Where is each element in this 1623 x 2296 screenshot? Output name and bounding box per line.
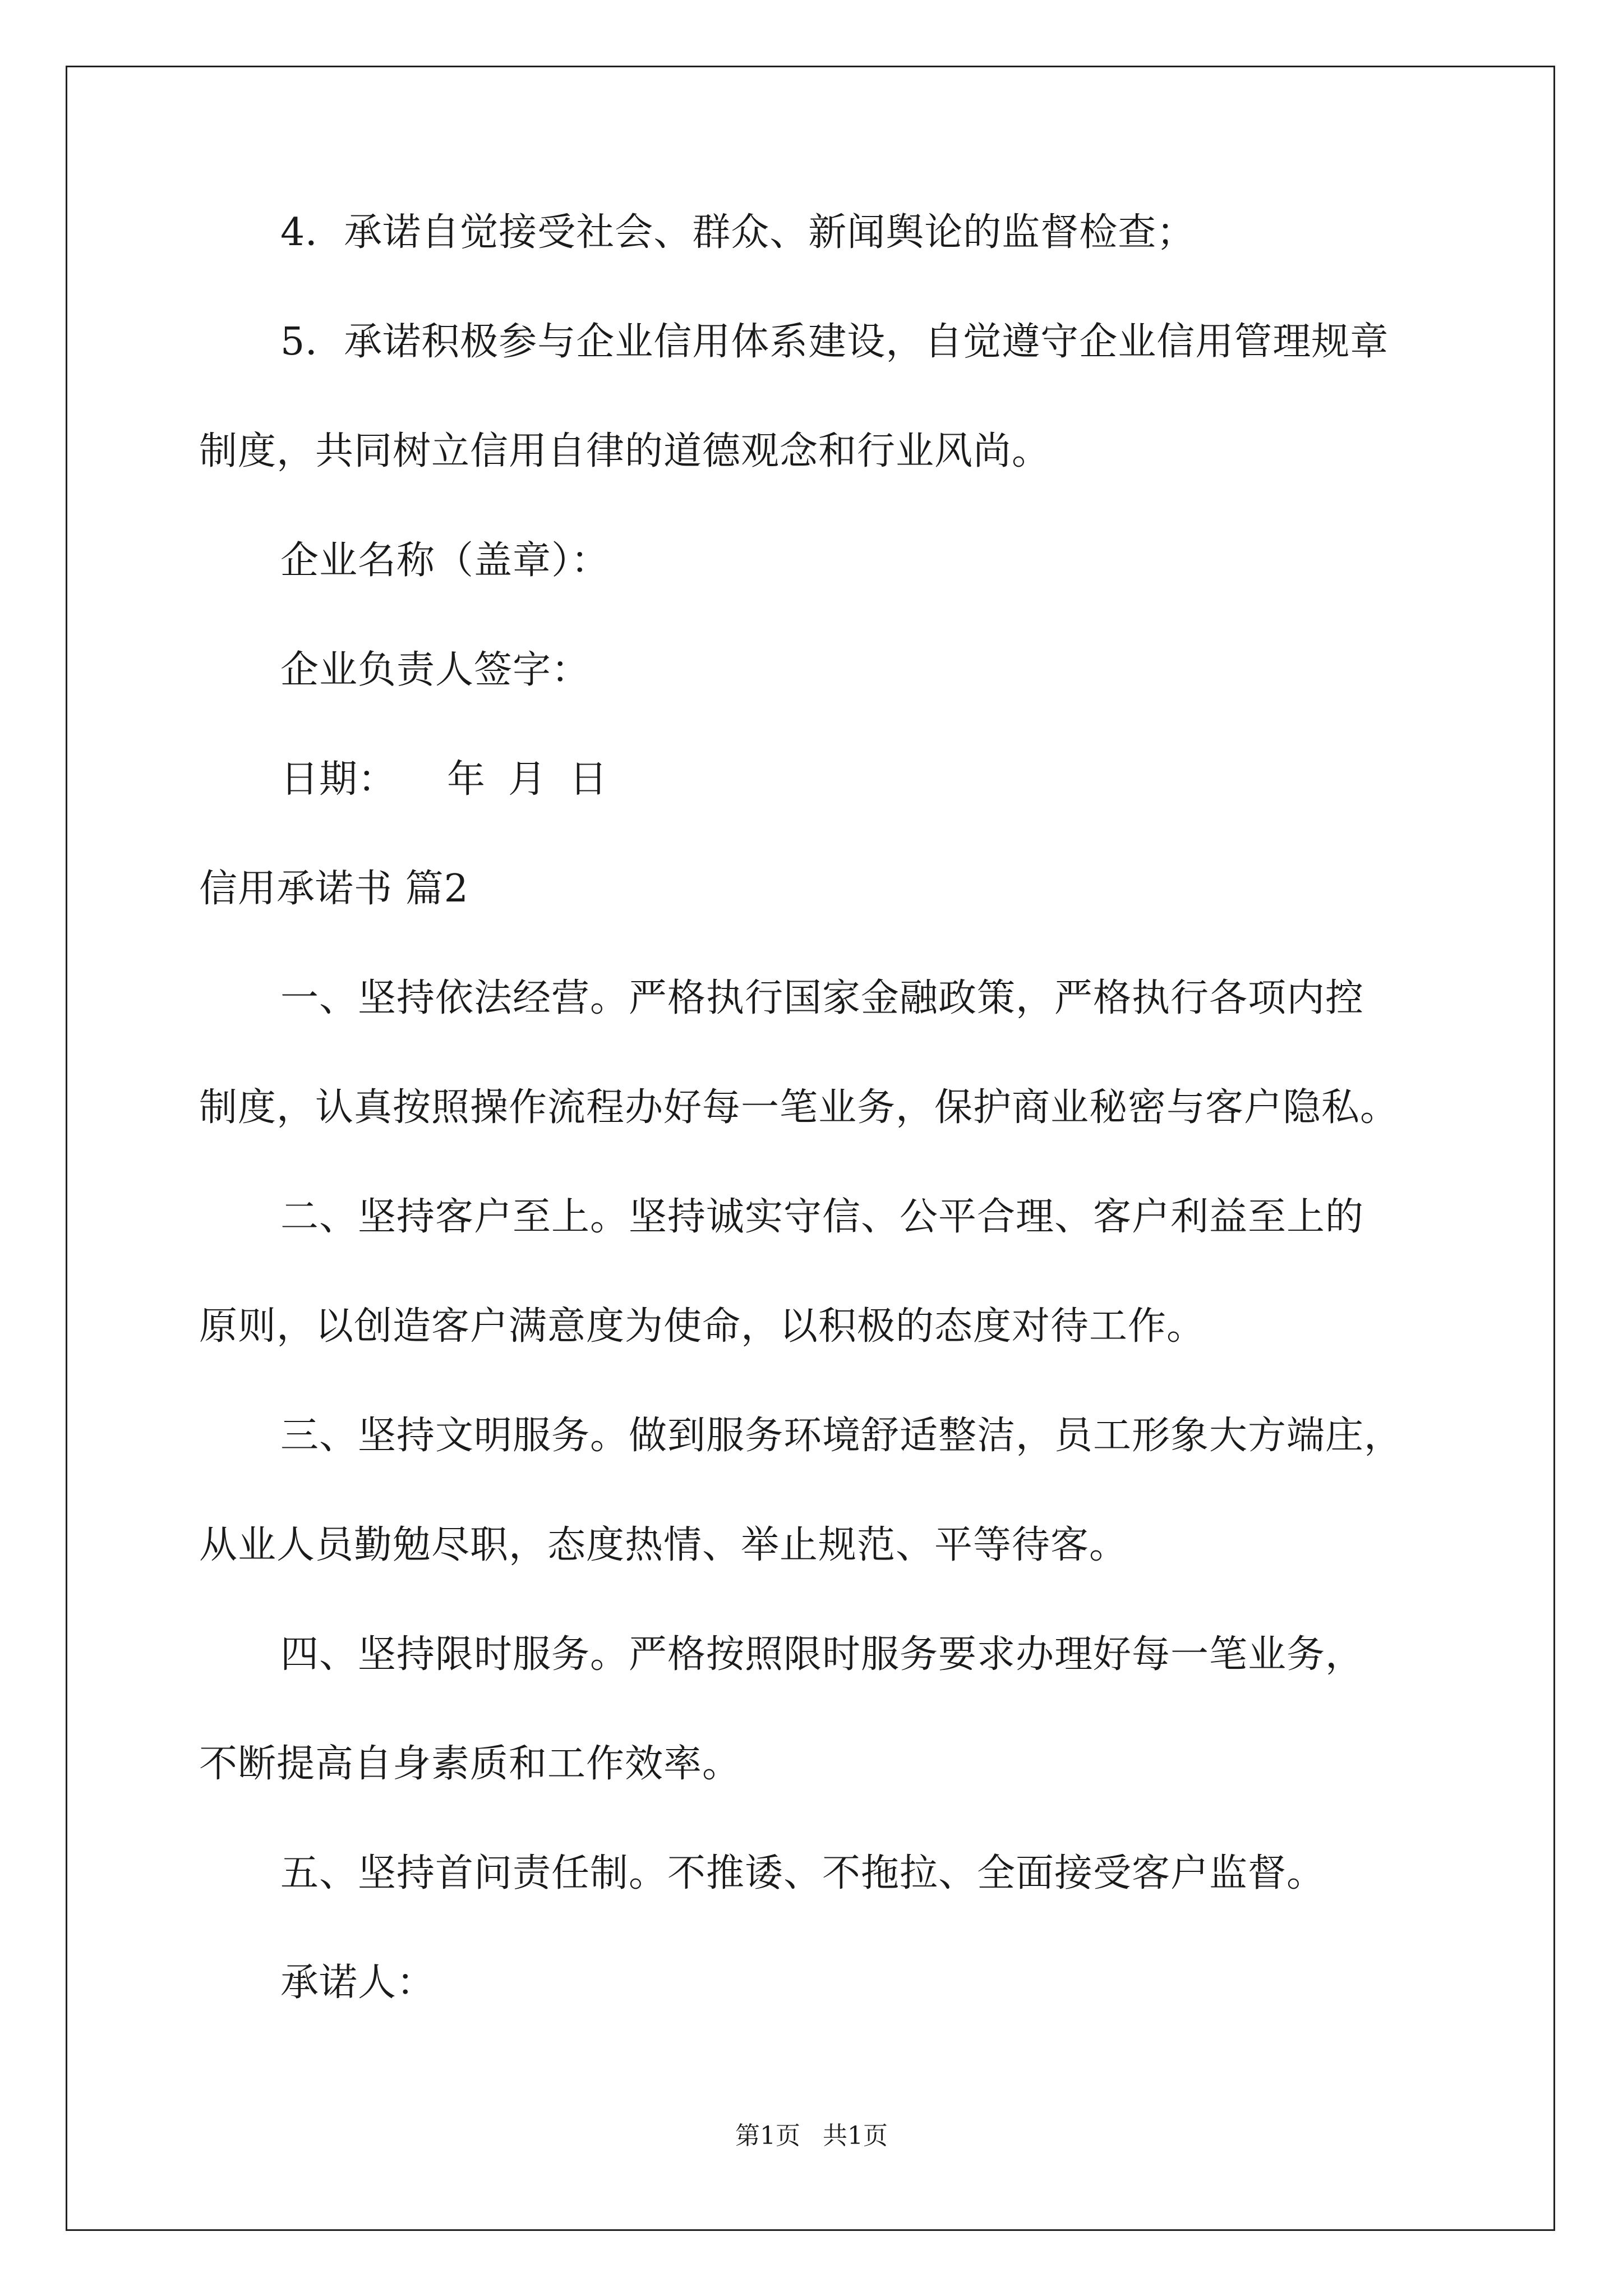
date-month: 月 [508, 757, 547, 802]
paragraph-line: 一、坚持依法经营。严格执行国家金融政策，严格执行各项内控 [280, 976, 1364, 1020]
page-number-total: 共1页 [823, 2122, 888, 2150]
paragraph-line: 不断提高自身素质和工作效率。 [199, 1742, 741, 1786]
paragraph-line: 五、坚持首问责任制。不推诿、不拖拉、全面接受客户监督。 [280, 1851, 1326, 1895]
signature-company-name: 企业名称（盖章）： [280, 539, 610, 583]
signature-promisor: 承诺人： [280, 1961, 436, 2005]
date-day: 日 [569, 757, 608, 802]
page-footer [0, 2119, 1623, 2153]
paragraph-line: 5．承诺积极参与企业信用体系建设，自觉遵守企业信用管理规章 [280, 320, 1389, 364]
paragraph-line: 四、坚持限时服务。严格按照限时服务要求办理好每一笔业务， [280, 1632, 1364, 1677]
page-border [66, 66, 1555, 2231]
paragraph-line: 二、坚持客户至上。坚持诚实守信、公平合理、客户利益至上的 [280, 1195, 1364, 1239]
date-line [199, 754, 608, 805]
paragraph-line: 4．承诺自觉接受社会、群众、新闻舆论的监督检查； [280, 210, 1196, 255]
page-number-current: 第1页 [735, 2122, 800, 2150]
paragraph-line: 原则，以创造客户满意度为使命，以积极的态度对待工作。 [199, 1304, 1206, 1349]
paragraph-line: 三、坚持文明服务。做到服务环境舒适整洁，员工形象大方端庄， [280, 1414, 1403, 1458]
paragraph-line: 制度，共同树立信用自律的道德观念和行业风尚。 [199, 429, 1051, 473]
section-heading: 信用承诺书 篇2 [199, 867, 469, 911]
paragraph-line: 从业人员勤勉尽职，态度热情、举止规范、平等待客。 [199, 1523, 1128, 1567]
paragraph-line: 制度，认真按照操作流程办好每一笔业务，保护商业秘密与客户隐私。 [199, 1085, 1399, 1130]
date-year: 年 [447, 757, 486, 802]
date-label: 日期： [280, 757, 397, 802]
signature-responsible-person: 企业负责人签字： [280, 648, 591, 692]
